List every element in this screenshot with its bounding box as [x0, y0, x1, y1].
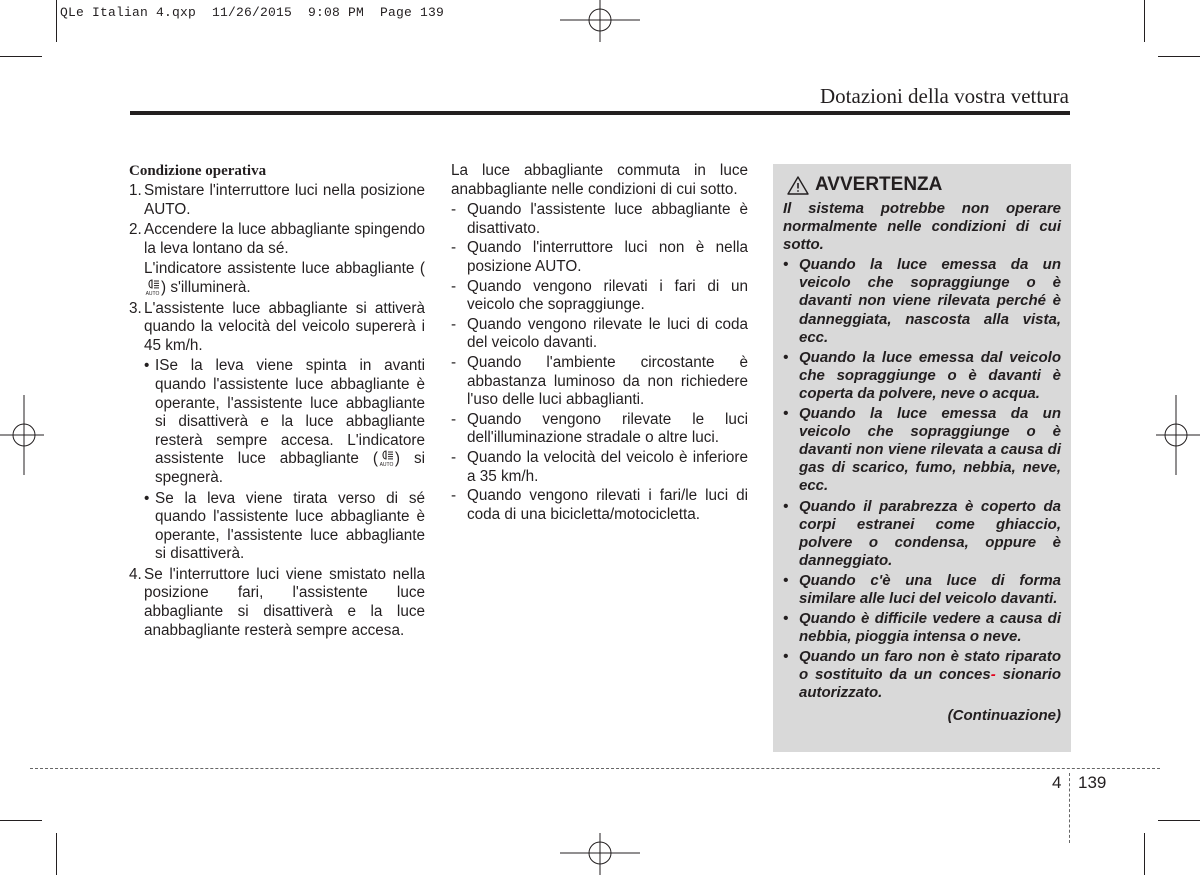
- crop-line: [1144, 0, 1145, 42]
- step-4: [129, 566, 425, 640]
- crop-line: [1158, 56, 1200, 57]
- step-3: [129, 300, 425, 356]
- warning-item-text: Quando la luce emessa da un veicolo che sopraggiunge o è davanti non viene rilevata a causa di gas di scarico, fumo, nebbia, neve, ecc.: [799, 405, 1061, 495]
- text-part: Quando un faro non è stato riparato o sostituito da un conces: [799, 648, 1061, 684]
- hyphen-mark: -: [990, 666, 996, 684]
- operating-conditions-column: [129, 162, 425, 642]
- bullet-text: Se la leva viene tirata verso di sé quando l'assistente luce abbagliante è operante, l'assistente luce abbagliante si disattiverà.: [155, 489, 425, 563]
- bullet-mark: •: [783, 610, 789, 628]
- list-item-text: Quando vengono rilevate le luci dell'illuminazione stradale o altre luci.: [467, 410, 748, 447]
- list-item: [451, 449, 748, 486]
- bullet-mark: •: [783, 256, 789, 274]
- step-text: Se l'interruttore luci viene smistato nella posizione fari, l'assistente luce abbagliante si disattiverà e la luce anabbagliante resterà sempre accesa.: [144, 565, 425, 639]
- warning-item: [783, 256, 1061, 346]
- warning-body: [783, 200, 1061, 725]
- warning-triangle-icon: [787, 176, 809, 195]
- list-item-text: Quando l'ambiente circostante è abbastanza luminoso da non richiedere l'uso delle luci abbaglianti.: [467, 353, 748, 409]
- svg-text:AUTO: AUTO: [145, 290, 160, 296]
- list-item-text: Quando vengono rilevate le luci di coda del veicolo davanti.: [467, 315, 748, 352]
- continued-label: (Continuazione): [947, 706, 1061, 724]
- column-heading: Condizione operativa: [129, 163, 267, 179]
- warning-item-text: [799, 648, 1061, 702]
- crop-line: [0, 820, 42, 821]
- warning-title: AVVERTENZA: [815, 174, 943, 195]
- section-title: Dotazioni della vostra vettura: [820, 84, 1069, 108]
- high-beam-assist-auto-icon: [145, 279, 160, 296]
- list-item: [451, 201, 748, 238]
- footer-rule: [30, 768, 1160, 769]
- dash-mark: -: [451, 448, 457, 466]
- page-number: 139: [1078, 773, 1107, 792]
- bullet-mark: •: [783, 571, 789, 589]
- warning-item-text: Quando la luce emessa dal veicolo che sopraggiunge o è davanti è coperta da polvere, neve o acqua.: [799, 348, 1061, 402]
- warning-intro: Il sistema potrebbe non operare normalmente nelle condizioni di cui sotto.: [783, 200, 1061, 254]
- crop-crosshair-icon: [1150, 395, 1200, 475]
- list-item-text: Quando la velocità del veicolo è inferiore a 35 km/h.: [467, 448, 748, 485]
- dimming-conditions-list: [451, 201, 748, 524]
- warning-heading: [787, 174, 942, 196]
- bullet-mark: •: [783, 348, 789, 366]
- bullet-mark: •: [783, 497, 789, 515]
- crop-line: [1158, 820, 1200, 821]
- dash-mark: -: [451, 487, 457, 505]
- step-2: [129, 221, 425, 258]
- dash-mark: -: [451, 201, 457, 219]
- step-number: 2.: [129, 221, 142, 239]
- list-item: [451, 278, 748, 315]
- warning-item-text: Quando è difficile vedere a causa di nebbia, pioggia intensa o neve.: [799, 610, 1061, 646]
- file-slug: QLe Italian 4.qxp 11/26/2015 9:08 PM Page 139: [60, 5, 445, 20]
- crop-crosshair-icon: [560, 825, 640, 875]
- dimming-conditions-column: [451, 162, 748, 525]
- bullet-text-part: ISe la leva viene spinta in avanti quando l'assistente luce abbagliante è operante, l'assistente luce abbagliante si disattiverà e la luce abbagliante resterà sempre accesa. L'indicatore assistente luce abbagliante (: [155, 357, 425, 468]
- list-item-text: Quando l'interruttore luci non è nella posizione AUTO.: [467, 239, 748, 275]
- step-2-note: [144, 260, 425, 297]
- bullet-mark: •: [783, 405, 789, 423]
- footer-divider: [1069, 773, 1070, 843]
- warning-item: [783, 572, 1061, 608]
- high-beam-assist-auto-icon: [379, 450, 394, 467]
- note-text: ) s'illuminerà.: [161, 278, 251, 296]
- dash-mark: -: [451, 410, 457, 428]
- dash-mark: -: [451, 353, 457, 371]
- warning-item: [783, 648, 1061, 702]
- bullet-text-part: ) si spegnerà.: [155, 450, 425, 486]
- warning-item-text: Quando la luce emessa da un veicolo che sopraggiunge o è davanti non viene rilevata perché è danneggiata, nascosta alla vista, ecc.: [799, 256, 1061, 346]
- intro-text: La luce abbagliante commuta in luce anabbagliante nelle condizioni di cui sotto.: [451, 162, 748, 198]
- list-item: [451, 239, 748, 276]
- note-text: L'indicatore assistente luce abbagliante (: [144, 260, 425, 278]
- warning-box: [773, 164, 1071, 752]
- crop-line: [1144, 833, 1145, 875]
- crop-crosshair-icon: [0, 395, 50, 475]
- bullet-item: [144, 357, 425, 487]
- bullet-mark: •: [144, 489, 150, 507]
- crop-line: [56, 833, 57, 875]
- crop-line: [0, 56, 42, 57]
- step-text: Smistare l'interruttore luci nella posizione AUTO.: [144, 182, 425, 218]
- warning-item: [783, 349, 1061, 403]
- crop-line: [56, 0, 57, 42]
- text-part: sionario autorizzato.: [799, 666, 1061, 702]
- dash-mark: -: [451, 277, 457, 295]
- dash-mark: -: [451, 239, 457, 257]
- step-1: [129, 182, 425, 219]
- warning-item: [783, 498, 1061, 570]
- warning-list: [783, 256, 1061, 646]
- warning-item: [783, 610, 1061, 646]
- list-item-text: Quando l'assistente luce abbagliante è disattivato.: [467, 201, 748, 237]
- list-item-text: Quando vengono rilevati i fari/le luci di coda di una bicicletta/motocicletta.: [467, 487, 748, 523]
- list-item-text: Quando vengono rilevati i fari di un veicolo che sopraggiunge.: [467, 277, 748, 314]
- warning-item-text: Quando il parabrezza è coperto da corpi estranei come ghiaccio, polvere o condensa, oppure è danneggiato.: [799, 497, 1061, 569]
- step-text: L'assistente luce abbagliante si attiverà quando la velocità del veicolo supererà i 45 km/h.: [144, 299, 425, 354]
- header-rule: [130, 111, 1070, 115]
- warning-item-text: Quando c'è una luce di forma similare alle luci del veicolo davanti.: [799, 571, 1061, 607]
- step-number: 1.: [129, 182, 142, 199]
- warning-item: [783, 405, 1061, 495]
- list-item: [451, 487, 748, 524]
- list-item: [451, 354, 748, 410]
- bullet-text: [155, 357, 425, 487]
- list-item: [451, 316, 748, 353]
- dash-mark: -: [451, 315, 457, 333]
- list-item: [451, 411, 748, 448]
- svg-text:AUTO: AUTO: [379, 462, 394, 468]
- crop-crosshair-icon: [560, 0, 640, 50]
- step-text: Accendere la luce abbagliante spingendo la leva lontano da sé.: [144, 221, 425, 257]
- section-number: 4: [1052, 773, 1062, 792]
- bullet-mark: •: [144, 357, 150, 375]
- step-number: 4.: [129, 565, 142, 583]
- step-number: 3.: [129, 299, 142, 317]
- bullet-mark: •: [783, 648, 789, 666]
- bullet-item: [144, 490, 425, 564]
